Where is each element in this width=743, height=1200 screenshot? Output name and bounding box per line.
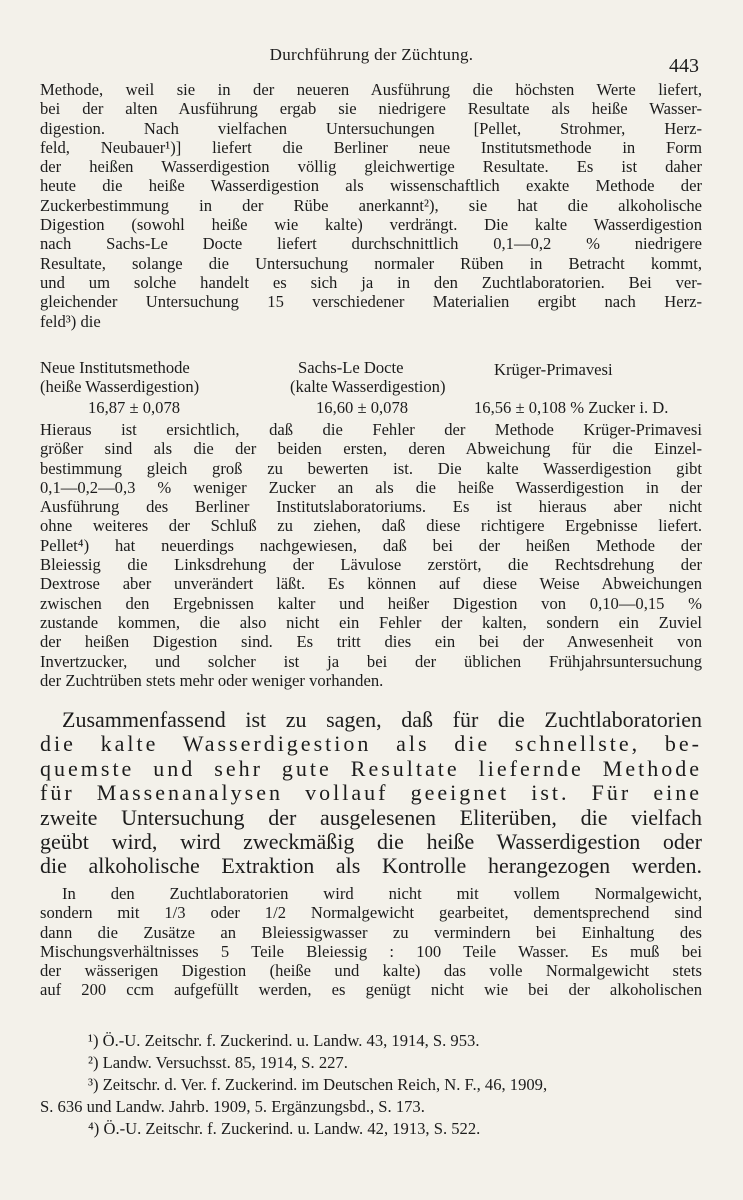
footnote-2: ²) Landw. Versuchsst. 85, 1914, S. 227. <box>88 1053 348 1072</box>
value-sachs-le-docte: 16,60 ± 0,078 <box>316 398 409 417</box>
text-line: größer sind als die der beiden ersten, deren Abweichung für die Einzel- <box>40 439 702 459</box>
text-line: der heißen Wasserdigestion völlig gleichwertige Resultate. Es ist daher <box>40 157 702 177</box>
footnote-4: ⁴) Ö.-U. Zeitschr. f. Zuckerind. u. Landw. 42, 1913, S. 522. <box>88 1119 481 1138</box>
paragraph-discussion <box>40 420 702 690</box>
paragraph-methods <box>40 80 702 331</box>
text-line: auf 200 ccm aufgefüllt werden, es genügt nicht wie bei der alkoholischen <box>40 980 702 1000</box>
text-line: Mischungsverhältnisses 5 Teile Bleiessig : 100 Teile Wasser. Es muß bei <box>40 941 702 961</box>
text-line: Zusammenfassend ist zu sagen, daß für die Zuchtlaboratorien <box>62 707 702 732</box>
text-line: gleichender Untersuchung 15 verschiedener Materialien ergibt nach Herz- <box>40 292 702 312</box>
text-line: Dextrose aber unverändert läßt. Es können auf diese Weise Abweichungen <box>40 574 702 594</box>
method-note-heiss: (heiße Wasserdigestion) <box>40 377 200 396</box>
text-line: zustande kommen, die also nicht ein Fehler der kalten, sondern ein Zuviel <box>40 612 702 632</box>
text-line: geübt wird, wird zweckmäßig die heiße Wasserdigestion oder <box>40 829 702 855</box>
footnote-3: ³) Zeitschr. d. Ver. f. Zuckerind. im Deutschen Reich, N. F., 46, 1909, <box>88 1075 548 1094</box>
text-line: der wässerigen Digestion (heiße und kalte) das volle Normalgewicht stets <box>40 961 702 981</box>
text-line: die alkoholische Extraktion als Kontrolle herangezogen werden. <box>40 853 702 879</box>
text-line: der heißen Digestion sind. Es tritt dies ein bei der Anwesenheit von <box>40 632 702 652</box>
summary-paragraph <box>40 708 702 879</box>
text-line: bei der alten Ausführung ergab sie niedrigere Resultate als heiße Wasser- <box>40 99 702 119</box>
text-line: Zuckerbestimmung in der Rübe anerkannt²), sie hat die alkoholische <box>40 195 702 215</box>
value-neue-institutsmethode: 16,87 ± 0,078 <box>88 398 181 417</box>
running-title: Durchführung der Züchtung. <box>269 45 474 64</box>
text-line: sondern mit 1/3 oder 1/2 Normalgewicht gearbeitet, dementsprechend sind <box>40 903 702 923</box>
text-line: Bleiessig die Linksdrehung der Lävulose zerstört, die Rechtsdrehung der <box>40 555 702 575</box>
text-line: Ausführung des Berliner Institutslaboratoriums. Es ist hieraus aber nicht <box>40 497 702 517</box>
text-line: Resultate, solange die Untersuchung normaler Rüben in Betracht kommt, <box>40 253 702 273</box>
text-line: heute die heiße Wasserdigestion als wissenschaftlich exakte Methode der <box>40 176 702 196</box>
text-line: dann die Zusätze an Bleiessigwasser zu vermindern bei Einhaltung des <box>40 922 702 942</box>
footnotes <box>40 1030 702 1140</box>
text-line: quemste und sehr gute Resultate liefernde Methode <box>40 755 702 781</box>
footnote-3-continuation: S. 636 und Landw. Jahrb. 1909, 5. Ergänzungsbd., S. 173. <box>40 1097 425 1116</box>
text-line: zweite Untersuchung der ausgelesenen Eliterüben, die vielfach <box>40 804 702 830</box>
text-line: Invertzucker, und solcher ist ja bei der üblichen Frühjahrsuntersuchung <box>40 651 702 671</box>
text-line: der Zuchtrüben stets mehr oder weniger vorhanden. <box>40 670 384 690</box>
method-neue-institutsmethode: Neue Institutsmethode <box>40 358 190 377</box>
page-header <box>0 40 743 80</box>
method-sachs-le-docte: Sachs-Le Docte <box>298 358 404 377</box>
text-line: Digestion (sowohl heiße wie kalte) verdrängt. Die kalte Wasserdigestion <box>40 215 702 235</box>
text-line: nach Sachs-Le Docte liefert durchschnittlich 0,1—0,2 % niedrigere <box>40 234 702 254</box>
text-line: zwischen den Ergebnissen kalter und heißer Digestion von 0,10—0,15 % <box>40 593 702 613</box>
page-number: 443 <box>669 55 699 77</box>
text-line: bestimmung gleich groß zu bewerten ist. Die kalte Wasserdigestion gibt <box>40 458 702 478</box>
text-line: feld, Neubauer¹)] liefert die Berliner neue Institutsmethode in Form <box>40 137 702 157</box>
text-line: für Massenanalysen vollauf geeignet ist. Für eine <box>40 780 702 806</box>
method-note-kalt: (kalte Wasserdigestion) <box>290 377 446 396</box>
text-line: Pellet⁴) hat neuerdings nachgewiesen, daß bei der heißen Methode der <box>40 535 702 555</box>
text-line: die kalte Wasserdigestion als die schnellste, be- <box>40 731 702 757</box>
text-line: digestion. Nach vielfachen Untersuchungen [Pellet, Strohmer, Herz- <box>40 118 702 138</box>
method-krueger-primavesi: Krüger-Primavesi <box>494 360 613 379</box>
value-krueger-primavesi: 16,56 ± 0,108 % Zucker i. D. <box>474 398 669 417</box>
paragraph-normalgewicht <box>40 884 702 1000</box>
text-line: Methode, weil sie in der neueren Ausführung die höchsten Werte liefert, <box>40 80 702 99</box>
text-line: ohne weiteres der Schluß zu ziehen, daß diese richtigere Ergebnisse liefert. <box>40 516 702 536</box>
text-line: feld³) die <box>40 311 101 331</box>
text-line: 0,1—0,2—0,3 % weniger Zucker an als die heiße Wasserdigestion in der <box>40 477 702 497</box>
text-line: Hieraus ist ersichtlich, daß die Fehler der Methode Krüger-Primavesi <box>40 420 702 439</box>
footnote-1: ¹) Ö.-U. Zeitschr. f. Zuckerind. u. Landw. 43, 1914, S. 953. <box>88 1031 480 1050</box>
text-line: und um solche handelt es sich ja in den Zuchtlaboratorien. Bei ver- <box>40 272 702 292</box>
text-line: In den Zuchtlaboratorien wird nicht mit vollem Normalgewicht, <box>62 884 702 903</box>
